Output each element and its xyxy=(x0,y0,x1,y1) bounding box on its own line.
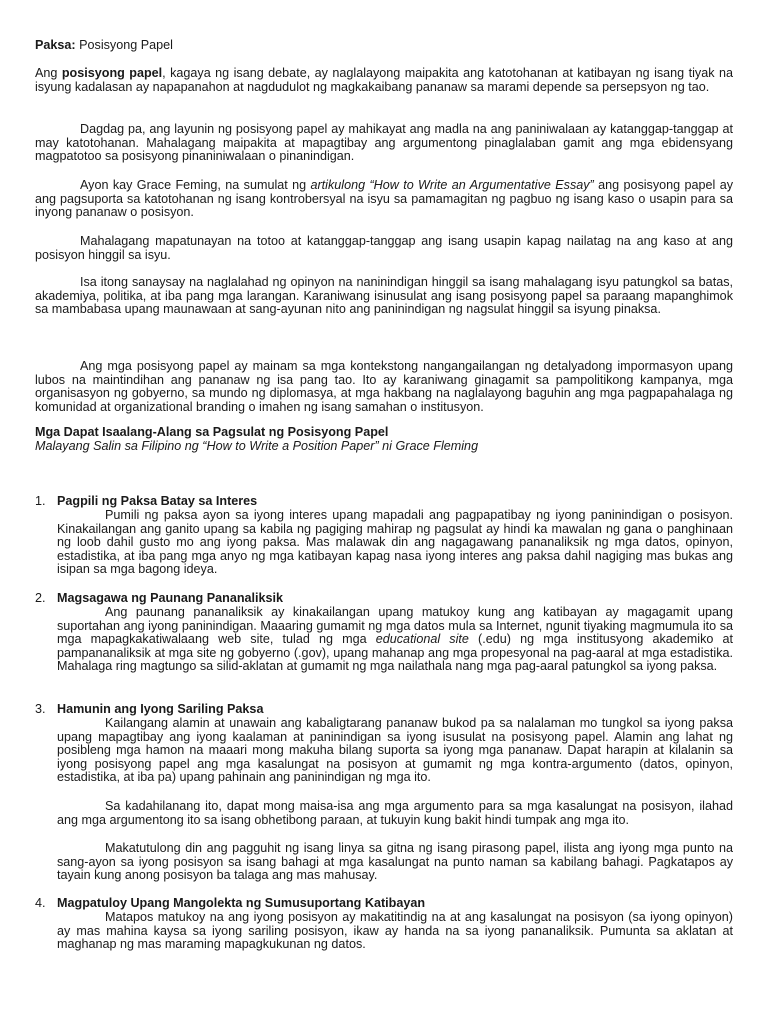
item-body: Sa kadahilanang ito, dapat mong maisa-isa ang mga argumento para sa mga kasalungat na posisyon, ilahad ang mga argumentong ito sa isang obhetibong paraan, at tukuyin kung bakit hindi tumpak ang mga ito. xyxy=(57,799,733,827)
intro-term: posisyong papel xyxy=(61,66,163,80)
item-body: Kailangang alamin at unawain ang kabaligtarang pananaw bukod pa sa nalalaman mo tungkol sa iyong paksa upang mapagtibay ang iyong kaalaman at paninindigan sa iyong isusulat na posisyong papel. Alamin ang lahat ng posibleng mga hamon na maaari mong makuha bilang suporta sa iyong mga pananaw. Dapat harapin at kilalanin sa iyong posisyong papel ang mga kasalungat na posisyon at gumamit ng mga kontra-argumento (datos, opinyon, estadistika, at iba pa) upang pahinain ang paninindigan ng mga ito. xyxy=(57,716,733,785)
para3-article: artikulong “How to Write an Argumentative Essay” xyxy=(310,178,594,192)
paragraph-4: Mahalagang mapatunayan na totoo at katanggap-tanggap ang isang usapin kapag nailatag na ang kaso at ang posisyon hinggil sa isyu. xyxy=(35,234,733,262)
topic-line xyxy=(35,39,733,53)
section-heading: Mga Dapat Isaalang-Alang sa Pagsulat ng Posisyong Papel xyxy=(35,425,389,439)
para3-lead: Ayon kay Grace Feming, na sumulat ng xyxy=(80,178,311,192)
item-number: 2. xyxy=(35,591,46,605)
item-title: Pagpili ng Paksa Batay sa Interes xyxy=(57,494,258,508)
topic-value: Posisyong Papel xyxy=(79,38,173,52)
item-body: Matapos matukoy na ang iyong posisyon ay makatitindig na at ang kasalungat na posisyon (sa iyong opinyon) ay mas mahina kaysa sa iyong sariling posisyon, ikaw ay handa na sa iyong pananaliksik. Pumunta sa aklatan at maghanap ng mas maraming mapagkukunan ng datos. xyxy=(57,910,733,952)
item-body xyxy=(57,606,733,674)
item-title: Magpatuloy Upang Mangolekta ng Sumusuportang Katibayan xyxy=(57,896,426,910)
item-title: Magsagawa ng Paunang Pananaliksik xyxy=(57,591,284,605)
item-number: 1. xyxy=(35,494,46,508)
section-subtitle: Malayang Salin sa Filipino ng “How to Write a Position Paper” ni Grace Fleming xyxy=(35,439,479,453)
item-number: 3. xyxy=(35,702,46,716)
para3-rest: ang posisyong papel ay ang pagsuporta sa katotohanan ng isang kontrobersyal na isyu sa pamamagitan ng pagbuo ng isang kaso o usapin para sa inyong pananaw o posisyon. xyxy=(35,178,733,220)
item-body-lead: Ang paunang pananaliksik ay kinakailangan upang matukoy kung ang katibayan ay magagamit upang suportahan ang iyong paninindigan. Maaaring gumamit ng mga datos mula sa Internet, ngunit tiyaking magmumula ito sa mga mapagkakatiwalaang web site, tulad ng mga xyxy=(57,605,733,647)
topic-label: Paksa: xyxy=(35,38,76,52)
paragraph-3 xyxy=(35,179,733,220)
intro-rest: , kagaya ng isang debate, ay naglalayong maipakita ang katotohanan at katibayan ng isang tiyak na isyung kadalasan ay napapanahon at nagdudulot ng magkakaibang pananaw sa marami depende sa persepsyon ng tao. xyxy=(35,66,733,94)
intro-lead: Ang xyxy=(35,66,62,80)
item-body: Pumili ng paksa ayon sa iyong interes upang mapadali ang pagpapatibay ng iyong paninindigan o posisyon. Kinakailangan ang ganito upang sa kabila ng pagiging mahirap ng pagsulat ay hindi ka mawalan ng gana o panghinaan ng loob dahil gusto mo ang iyong paksa. Mas malawak din ang nagagawang pananaliksik ng mga datos, opinyon, estadistika, at iba pang mga anyo ng mga katibayan kapag nasa iyong interes ang paksa dahil nagiging mas bukas ang isipan sa mga bagong ideya. xyxy=(57,508,733,577)
paragraph-5: Isa itong sanaysay na naglalahad ng opinyon na naninindigan hinggil sa isang mahalagang isyu patungkol sa batas, akademiya, politika, at iba pang mga larangan. Karaniwang isinusulat ang isang posisyong papel sa paraang mapanghimok sa mambabasa upang maunawaan at sang-ayunan nito ang paninindigan ng nagsulat hinggil sa isyung pinaksa. xyxy=(35,275,733,317)
item-title: Hamunin ang Iyong Sariling Paksa xyxy=(57,702,264,716)
item-body-rest: (.edu) ng mga institusyong akademiko at pampananaliksik at mga site ng gobyerno (.gov), upang mahanap ang mga propesyonal na pag-aaral at mga estadistika. Mahalaga ring magtungo sa silid-aklatan at gumamit ng mga nailathala nang mga pag-aaral patungkol sa iyong paksa. xyxy=(57,632,733,674)
item-number: 4. xyxy=(35,896,46,910)
intro-paragraph xyxy=(35,67,733,94)
item-body-emphasis: educational site xyxy=(375,632,469,647)
item-body: Makatutulong din ang pagguhit ng isang linya sa gitna ng isang pirasong papel, ilista ang iyong mga punto na sang-ayon sa iyong posisyon sa isang bahagi at mga kasalungat na punto naman sa kabilang bahagi. Pagkatapos ay tayain kung anong posisyon ba talaga ang mas mahusay. xyxy=(57,841,733,883)
paragraph-2: Dagdag pa, ang layunin ng posisyong papel ay mahikayat ang madla na ang paniniwalaan ay katanggap-tanggap at may katotohanan. Mahalagang maipakita at mapagtibay ang argumentong pinaglalaban gamit ang mga ebidensyang magpatotoo sa posisyong pinaniniwalaan o pinanindigan. xyxy=(35,122,733,164)
paragraph-6: Ang mga posisyong papel ay mainam sa mga kontekstong nangangailangan ng detalyadong impormasyon upang lubos na maintindihan ang pananaw ng isa pang tao. Ito ay karaniwang ginagamit sa pampolitikong kampanya, mga organisasyon ng gobyerno, sa mundo ng diplomasya, at mga hakbang na naglalayong baguhin ang mga pagpapahalaga ng komunidad at organizational branding o imahen ng isang samahan o institusyon. xyxy=(35,359,733,414)
